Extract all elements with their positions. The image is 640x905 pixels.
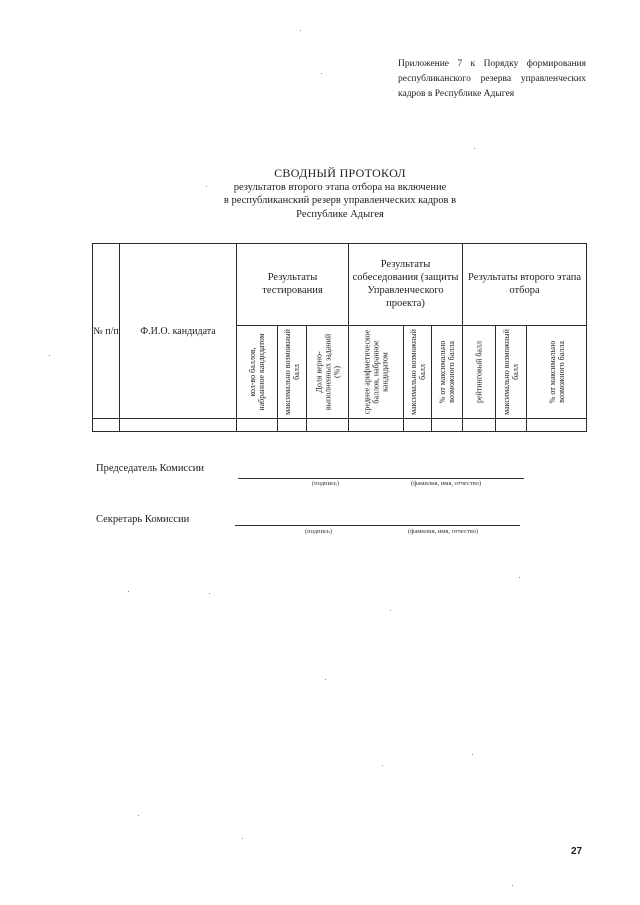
appendix-note: Приложение 7 к Порядку формирования республиканского резерва управленческих кадров в Республике Адыгея — [398, 59, 586, 99]
scan-speck — [300, 30, 301, 31]
subheader-interview-max: максимально возможный балл — [404, 325, 432, 418]
scan-speck — [325, 679, 326, 680]
table-cell — [463, 419, 496, 432]
table-cell — [237, 419, 278, 432]
subheader-rating-score: рейтинговый балл — [463, 325, 496, 418]
chair-signature-line — [238, 478, 524, 479]
document-title — [180, 167, 500, 221]
secretary-signature-hint: (подпись) — [305, 528, 332, 535]
subheader-test-score: кол-во баллов, набранное кандидатом — [237, 325, 278, 418]
subheader-stage-percent: % от максимально возможного балла — [527, 325, 587, 418]
scan-speck — [472, 754, 473, 755]
header-number: № п/п — [93, 244, 120, 419]
table-cell — [404, 419, 432, 432]
scan-speck — [128, 591, 129, 592]
scan-speck — [382, 765, 383, 766]
scan-speck — [390, 610, 391, 611]
table-cell — [307, 419, 349, 432]
scan-speck — [206, 186, 207, 187]
subheader-stage-max: максимально возможный балл — [496, 325, 527, 418]
scan-speck — [321, 73, 322, 74]
secretary-signature-line — [235, 525, 520, 526]
table-cell — [349, 419, 404, 432]
header-interview-results: Результаты собеседования (защиты Управленческого проекта) — [349, 244, 463, 326]
table-header-row-1 — [93, 244, 587, 326]
title-line-2: в республиканский резерв управленческих кадров в — [223, 195, 457, 206]
table-row — [93, 419, 587, 432]
header-testing-results: Результаты тестирования — [237, 244, 349, 326]
subheader-test-max: максимально возможный балл — [278, 325, 307, 418]
title-line-3: Республике Адыгея — [296, 208, 384, 220]
chair-name-hint: (фамилия, имя, отчество) — [411, 480, 482, 487]
protocol-table — [92, 243, 587, 432]
table-cell — [120, 419, 237, 432]
header-candidate-name: Ф.И.О. кандидата — [120, 244, 237, 419]
header-second-stage-results: Результаты второго этапа отбора — [463, 244, 587, 326]
scan-speck — [138, 815, 139, 816]
secretary-name-hint: (фамилия, имя, отчество) — [408, 528, 479, 535]
chair-label: Председатель Комиссии — [96, 463, 204, 474]
scan-speck — [49, 355, 50, 356]
table-cell — [527, 419, 587, 432]
table-cell — [278, 419, 307, 432]
title-line-1: результатов второго этапа отбора на включение — [233, 181, 447, 193]
subheader-interview-average: среднее арифметическое баллов, набранное кандидатом — [349, 325, 404, 418]
scan-speck — [242, 838, 243, 839]
page-number: 27 — [571, 846, 583, 857]
secretary-label: Секретарь Комиссии — [96, 514, 190, 525]
scan-speck — [512, 885, 513, 886]
subheader-test-share: Доля верно-выполненных заданий (%) — [307, 325, 349, 418]
scan-speck — [474, 148, 475, 149]
table-cell — [93, 419, 120, 432]
title-main: СВОДНЫЙ ПРОТОКОЛ — [274, 166, 406, 180]
table-cell — [432, 419, 463, 432]
chair-signature-hint: (подпись) — [312, 480, 339, 487]
scan-speck — [209, 593, 210, 594]
table-cell — [496, 419, 527, 432]
subheader-interview-percent: % от максимально возможного балла — [432, 325, 463, 418]
scan-speck — [519, 577, 520, 578]
